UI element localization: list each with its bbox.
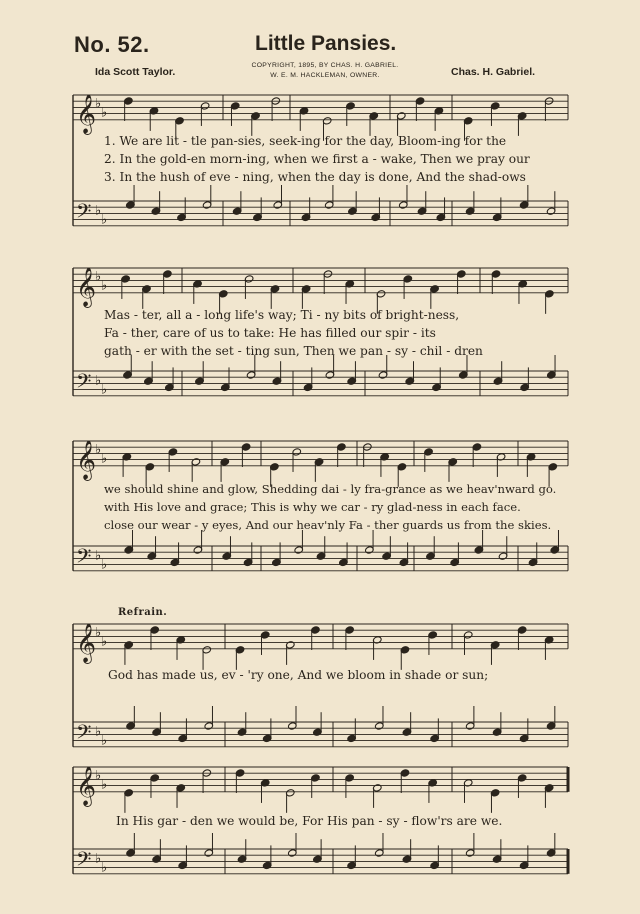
- lyric-line: 1. We are lit - tle pan-sies, seek-ing for the day, Bloom-ing for the: [104, 134, 507, 148]
- flat-sign: ♭: [95, 768, 102, 784]
- flat-sign: ♭: [95, 269, 102, 285]
- flat-sign: ♭: [95, 548, 102, 564]
- flat-sign: ♭: [101, 777, 108, 793]
- flat-sign: ♭: [101, 557, 108, 573]
- lyric-line: close our wear - y eyes, And our heav'nly Fa - ther guards us from the skies.: [104, 518, 552, 532]
- copyright-line-1: COPYRIGHT, 1895, BY CHAS. H. GABRIEL.: [251, 62, 399, 69]
- hymn-number: No. 52.: [74, 32, 150, 57]
- flat-sign: ♭: [95, 851, 102, 867]
- flat-sign: ♭: [95, 96, 102, 112]
- treble-clef-icon: 𝄞: [76, 439, 97, 480]
- flat-sign: ♭: [101, 634, 108, 650]
- flat-sign: ♭: [95, 203, 102, 219]
- lyric-line: we should shine and glow, Shedding dai - ly fra-grance as we heav'nward go.: [104, 482, 557, 496]
- flat-sign: ♭: [101, 382, 108, 398]
- lyric-line: God has made us, ev - 'ry one, And we bloom in shade or sun;: [108, 668, 489, 682]
- treble-clef-icon: 𝄞: [76, 266, 97, 307]
- flat-sign: ♭: [101, 860, 108, 876]
- lyric-line: 3. In the hush of eve - ning, when the day is done, And the shad-ows: [104, 170, 526, 184]
- flat-sign: ♭: [95, 442, 102, 458]
- copyright-line-2: W. E. M. HACKLEMAN, OWNER.: [270, 72, 380, 79]
- bass-clef-icon: 𝄢: [76, 199, 92, 228]
- flat-sign: ♭: [101, 278, 108, 294]
- bass-clef-icon: 𝄢: [76, 544, 92, 573]
- treble-clef-icon: 𝄞: [76, 622, 97, 663]
- flat-sign: ♭: [95, 724, 102, 740]
- lyric-line: with His love and grace; This is why we car - ry glad-ness in each face.: [104, 500, 521, 514]
- flat-sign: ♭: [101, 105, 108, 121]
- flat-sign: ♭: [101, 733, 108, 749]
- hymn-title: Little Pansies.: [255, 32, 397, 55]
- flat-sign: ♭: [101, 451, 108, 467]
- lyric-line: Fa - ther, care of us to take: He has filled our spir - its: [104, 326, 436, 340]
- bass-clef-icon: 𝄢: [76, 720, 92, 749]
- lyric-line: In His gar - den we would be, For His pan - sy - flow'rs are we.: [116, 814, 503, 828]
- bass-clef-icon: 𝄢: [76, 847, 92, 876]
- lyric-line: gath - er with the set - ting sun, Then we pan - sy - chil - dren: [104, 344, 483, 358]
- lyric-line: 2. In the gold-en morn-ing, when we first a - wake, Then we pray our: [104, 152, 530, 166]
- flat-sign: ♭: [101, 212, 108, 228]
- lyricist-credit: Ida Scott Taylor.: [95, 66, 176, 78]
- refrain-label: Refrain.: [118, 607, 168, 618]
- bass-clef-icon: 𝄢: [76, 369, 92, 398]
- flat-sign: ♭: [95, 373, 102, 389]
- treble-clef-icon: 𝄞: [76, 93, 97, 134]
- flat-sign: ♭: [95, 625, 102, 641]
- treble-clef-icon: 𝄞: [76, 765, 97, 806]
- composer-credit: Chas. H. Gabriel.: [451, 66, 536, 78]
- lyric-line: Mas - ter, all a - long life's way; Ti - ny bits of bright-ness,: [104, 308, 460, 322]
